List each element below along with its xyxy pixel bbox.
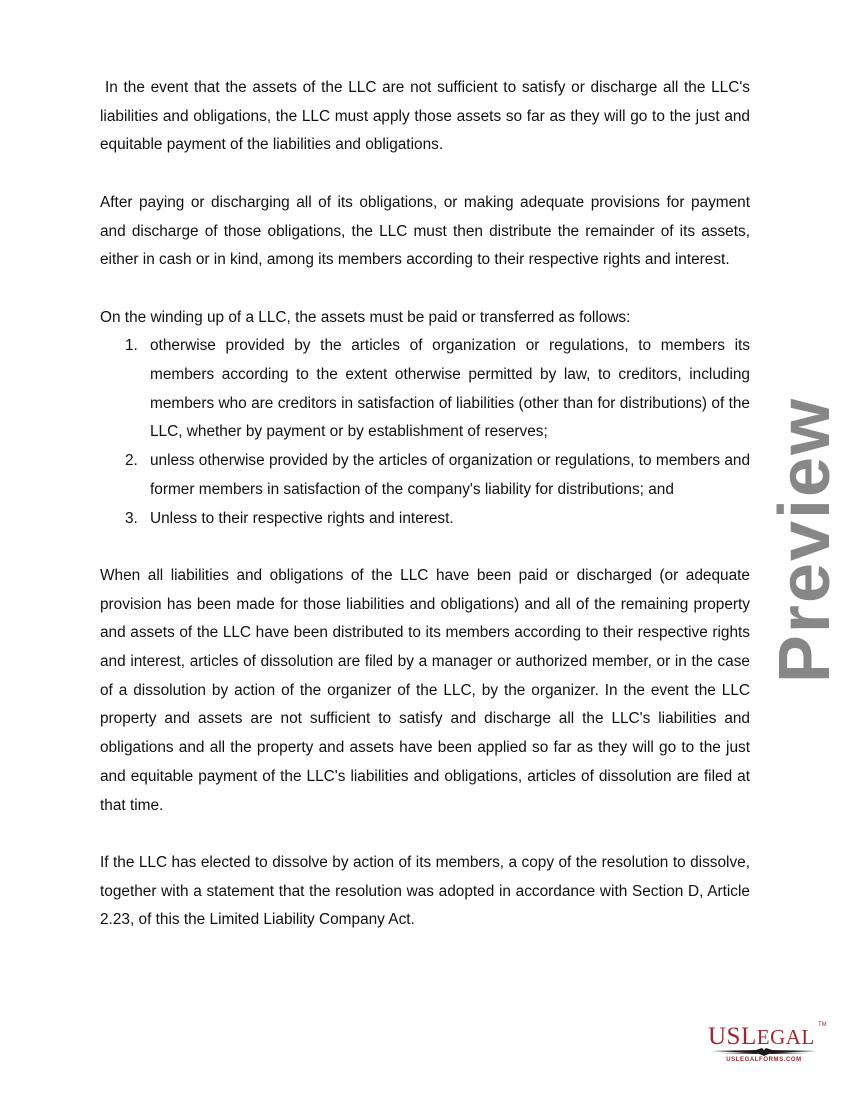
paragraph-member-resolution: If the LLC has elected to dissolve by action of its members, a copy of the resolution to dissolve, together with a statement that the resolution was adopted in accordance with Section D, Article 2.23, of this the Limited Liability Company Act.: [100, 853, 750, 929]
logo-url: USLEGALFORMS.COM: [726, 1057, 802, 1063]
paragraph-spacer: [100, 275, 750, 304]
uslegal-logo: [706, 1024, 826, 1068]
logo-trademark: TM: [818, 1022, 827, 1028]
list-item-number: 1.: [125, 337, 138, 355]
list-item-text: unless otherwise provided by the articles of organization or regulations, to members and former members in satisfaction of the company's liability for distributions; and: [150, 452, 750, 498]
paragraph-winding-up-intro: On the winding up of a LLC, the assets must be paid or transferred as follows:: [100, 308, 631, 326]
paragraph-articles-of-dissolution: When all liabilities and obligations of the LLC have been paid or discharged (or adequate provision has been made for those liabilities and obligations) and all of the remaining property and assets of the LLC have been distributed to its members according to their respective rights and interest, articles of dissolution are filed by a manager or authorized member, or in the case of a dissolution by action of the organizer of the LLC, by the organizer. In the event the LLC property and assets are not sufficient to satisfy and discharge all the LLC's liabilities and obligations and all the property and assets have been applied so far as they will go to the just and equitable payment of the LLC's liabilities and obligations, articles of dissolution are filed at that time.: [100, 566, 750, 814]
list-item: [125, 505, 750, 534]
winding-up-list: [100, 332, 750, 533]
preview-watermark: Preview: [765, 396, 845, 684]
eagle-icon: [712, 1048, 816, 1056]
logo-brand-l: L: [740, 1023, 757, 1050]
paragraph-spacer: [100, 820, 750, 849]
paragraph-insufficient-assets: In the event that the assets of the LLC are not sufficient to satisfy or discharge all the LLC's liabilities and obligations, the LLC must apply those assets so far as they will go to the just and equitable payment of the liabilities and obligations.: [100, 79, 750, 154]
list-item-text: Unless to their respective rights and interest.: [150, 509, 454, 527]
document-body: [100, 74, 750, 935]
logo-brand-prefix: US: [708, 1023, 741, 1050]
list-item-number: 2.: [125, 452, 138, 470]
logo-brand-rest: EGAL: [756, 1025, 815, 1049]
list-item: [125, 447, 750, 504]
paragraph-spacer: [100, 160, 750, 189]
paragraph-distribution-remainder: After paying or discharging all of its obligations, or making adequate provisions for payment and discharge of those obligations, the LLC must then distribute the remainder of its assets, either in cash or in kind, among its members according to their respective rights and interest.: [100, 193, 750, 269]
list-item-number: 3.: [125, 509, 138, 527]
list-item: [125, 332, 750, 447]
paragraph-spacer: [100, 533, 750, 562]
logo-wordmark: [708, 1024, 815, 1049]
list-item-text: otherwise provided by the articles of organization or regulations, to members its members according to the extent otherwise permitted by law, to creditors, including members who are creditors in satisfaction of liabilities (other than for distributions) of the LLC, whether by payment or by establishment of reserves;: [150, 337, 750, 441]
